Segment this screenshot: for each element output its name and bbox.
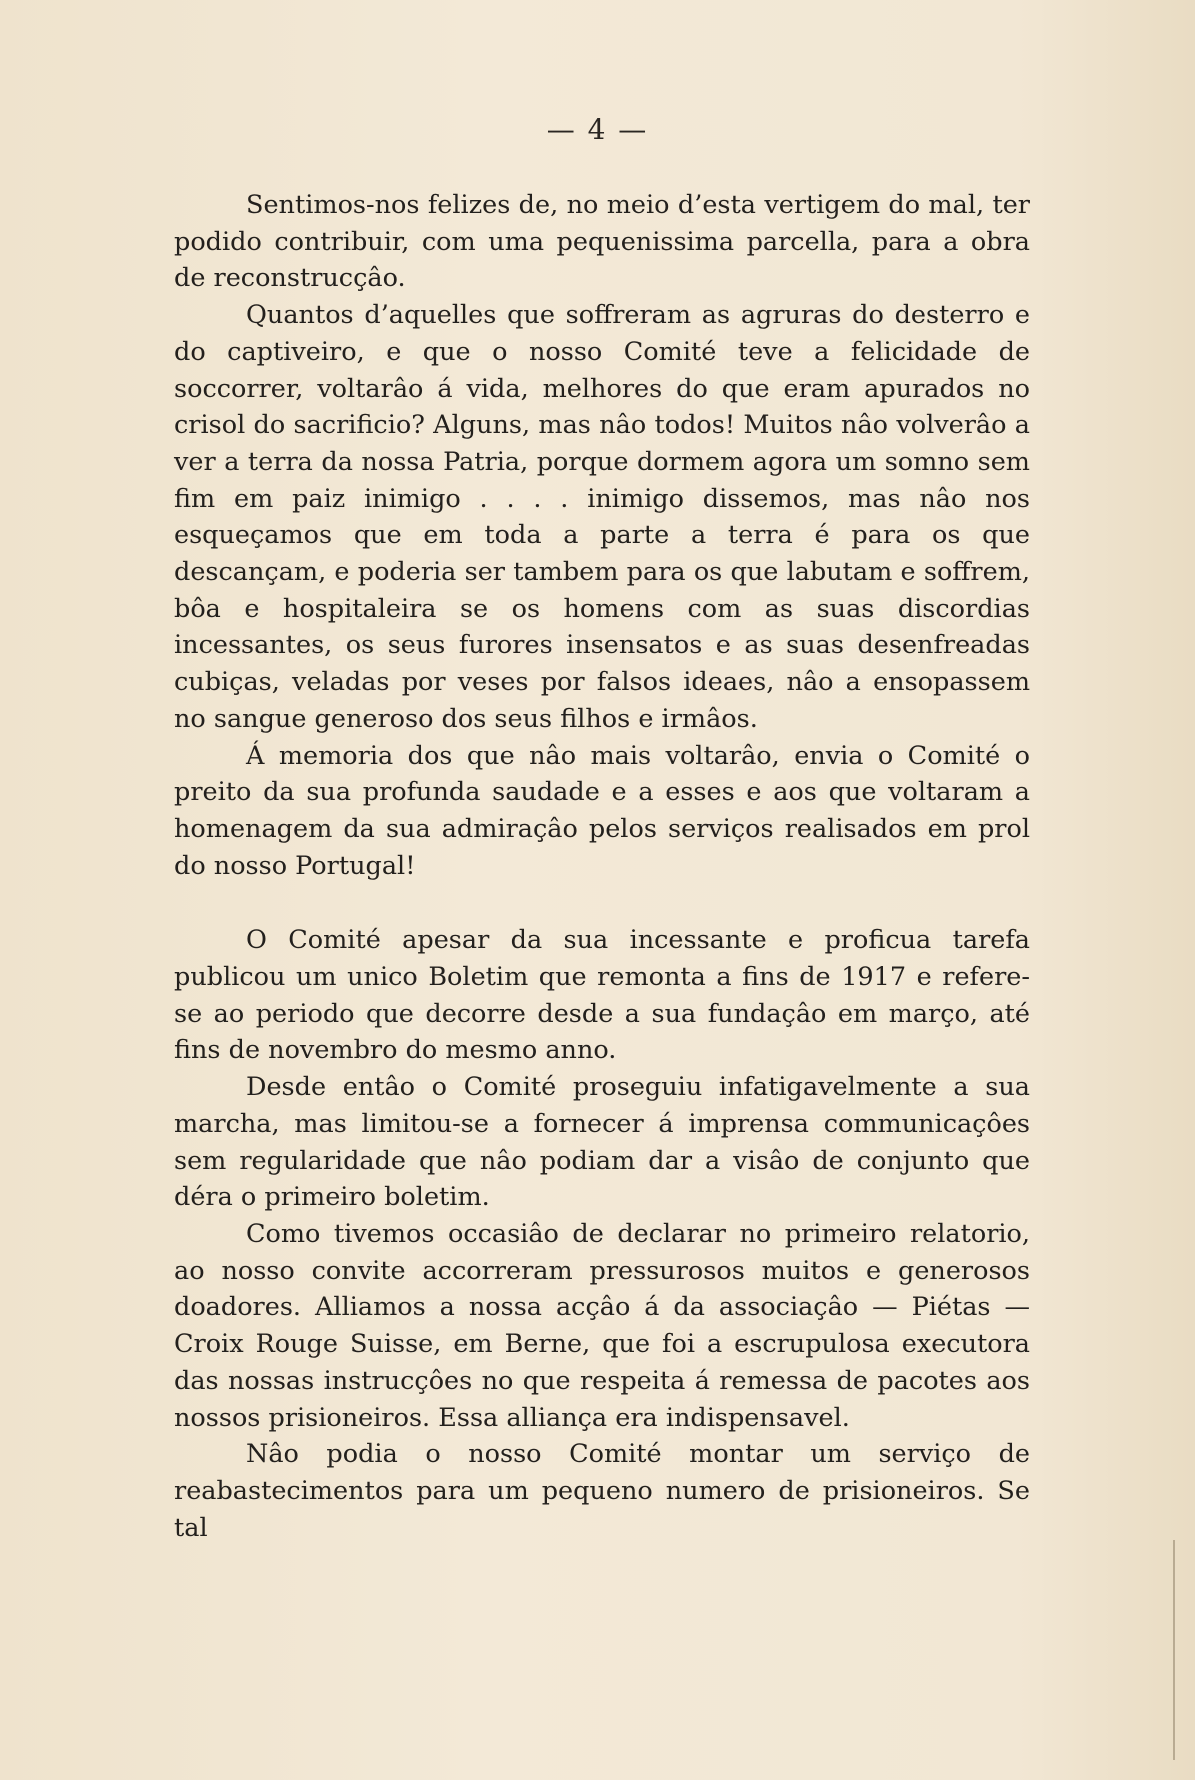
paragraph-4: O Comité apesar da sua incessante e proficua tarefa publicou um unico Boletim que remonta a fins de 1917 e refere-se ao periodo que decorre desde a sua fundaçâo em março, até fins de novembro do mesmo anno.	[174, 925, 1030, 1066]
page-number: — 4 —	[546, 113, 649, 146]
paragraph-5: Desde entâo o Comité proseguiu infatigavelmente a sua marcha, mas limitou-se a fornecer á imprensa communicaçôes sem regularidade que nâo podiam dar a visâo de conjunto que déra o primeiro boletim.	[174, 1072, 1030, 1213]
body-text	[174, 187, 1030, 1546]
paragraph-1: Sentimos-nos felizes de, no meio d’esta vertigem do mal, ter podido contribuir, com uma pequenissima parcella, para a obra de reconstrucçâo.	[174, 190, 1030, 294]
paragraph-2: Quantos d’aquelles que soffreram as agruras do desterro e do captiveiro, e que o nosso Comité teve a felicidade de soccorrer, voltarâo á vida, melhores do que eram apurados no crisol do sacrificio? Alguns, mas nâo todos! Muitos nâo volverâo a ver a terra da nossa Patria, porque dormem agora um somno sem fim em paiz inimigo . . . . inimigo dissemos, mas nâo nos esqueçamos que em toda a parte a terra é para os que descançam, e poderia ser tambem para os que labutam e soffrem, bôa e hospitaleira se os homens com as suas discordias incessantes, os seus furores insensatos e as suas desenfreadas cubiças, veladas por veses por falsos ideaes, nâo a ensopassem no sangue generoso dos seus filhos e irmâos.	[174, 300, 1030, 734]
paragraph-7: Nâo podia o nosso Comité montar um serviço de reabastecimentos para um pequeno numero de prisioneiros. Se tal	[174, 1439, 1030, 1543]
page-edge-line	[1173, 1540, 1175, 1760]
paragraph-3: Á memoria dos que nâo mais voltarâo, envia o Comité o preito da sua profunda saudade e a esses e aos que voltaram a homenagem da sua admiraçâo pelos serviços realisados em prol do nosso Portugal!	[174, 740, 1030, 881]
paragraph-6: Como tivemos occasiâo de declarar no primeiro relatorio, ao nosso convite accorreram pressurosos muitos e generosos doadores. Alliamos a nossa acçâo á da associaçâo — Piétas — Croix Rouge Suisse, em Berne, que foi a escrupulosa executora das nossas instrucçôes no que respeita á remessa de pacotes aos nossos prisioneiros. Essa alliança era indispensavel.	[174, 1218, 1030, 1433]
